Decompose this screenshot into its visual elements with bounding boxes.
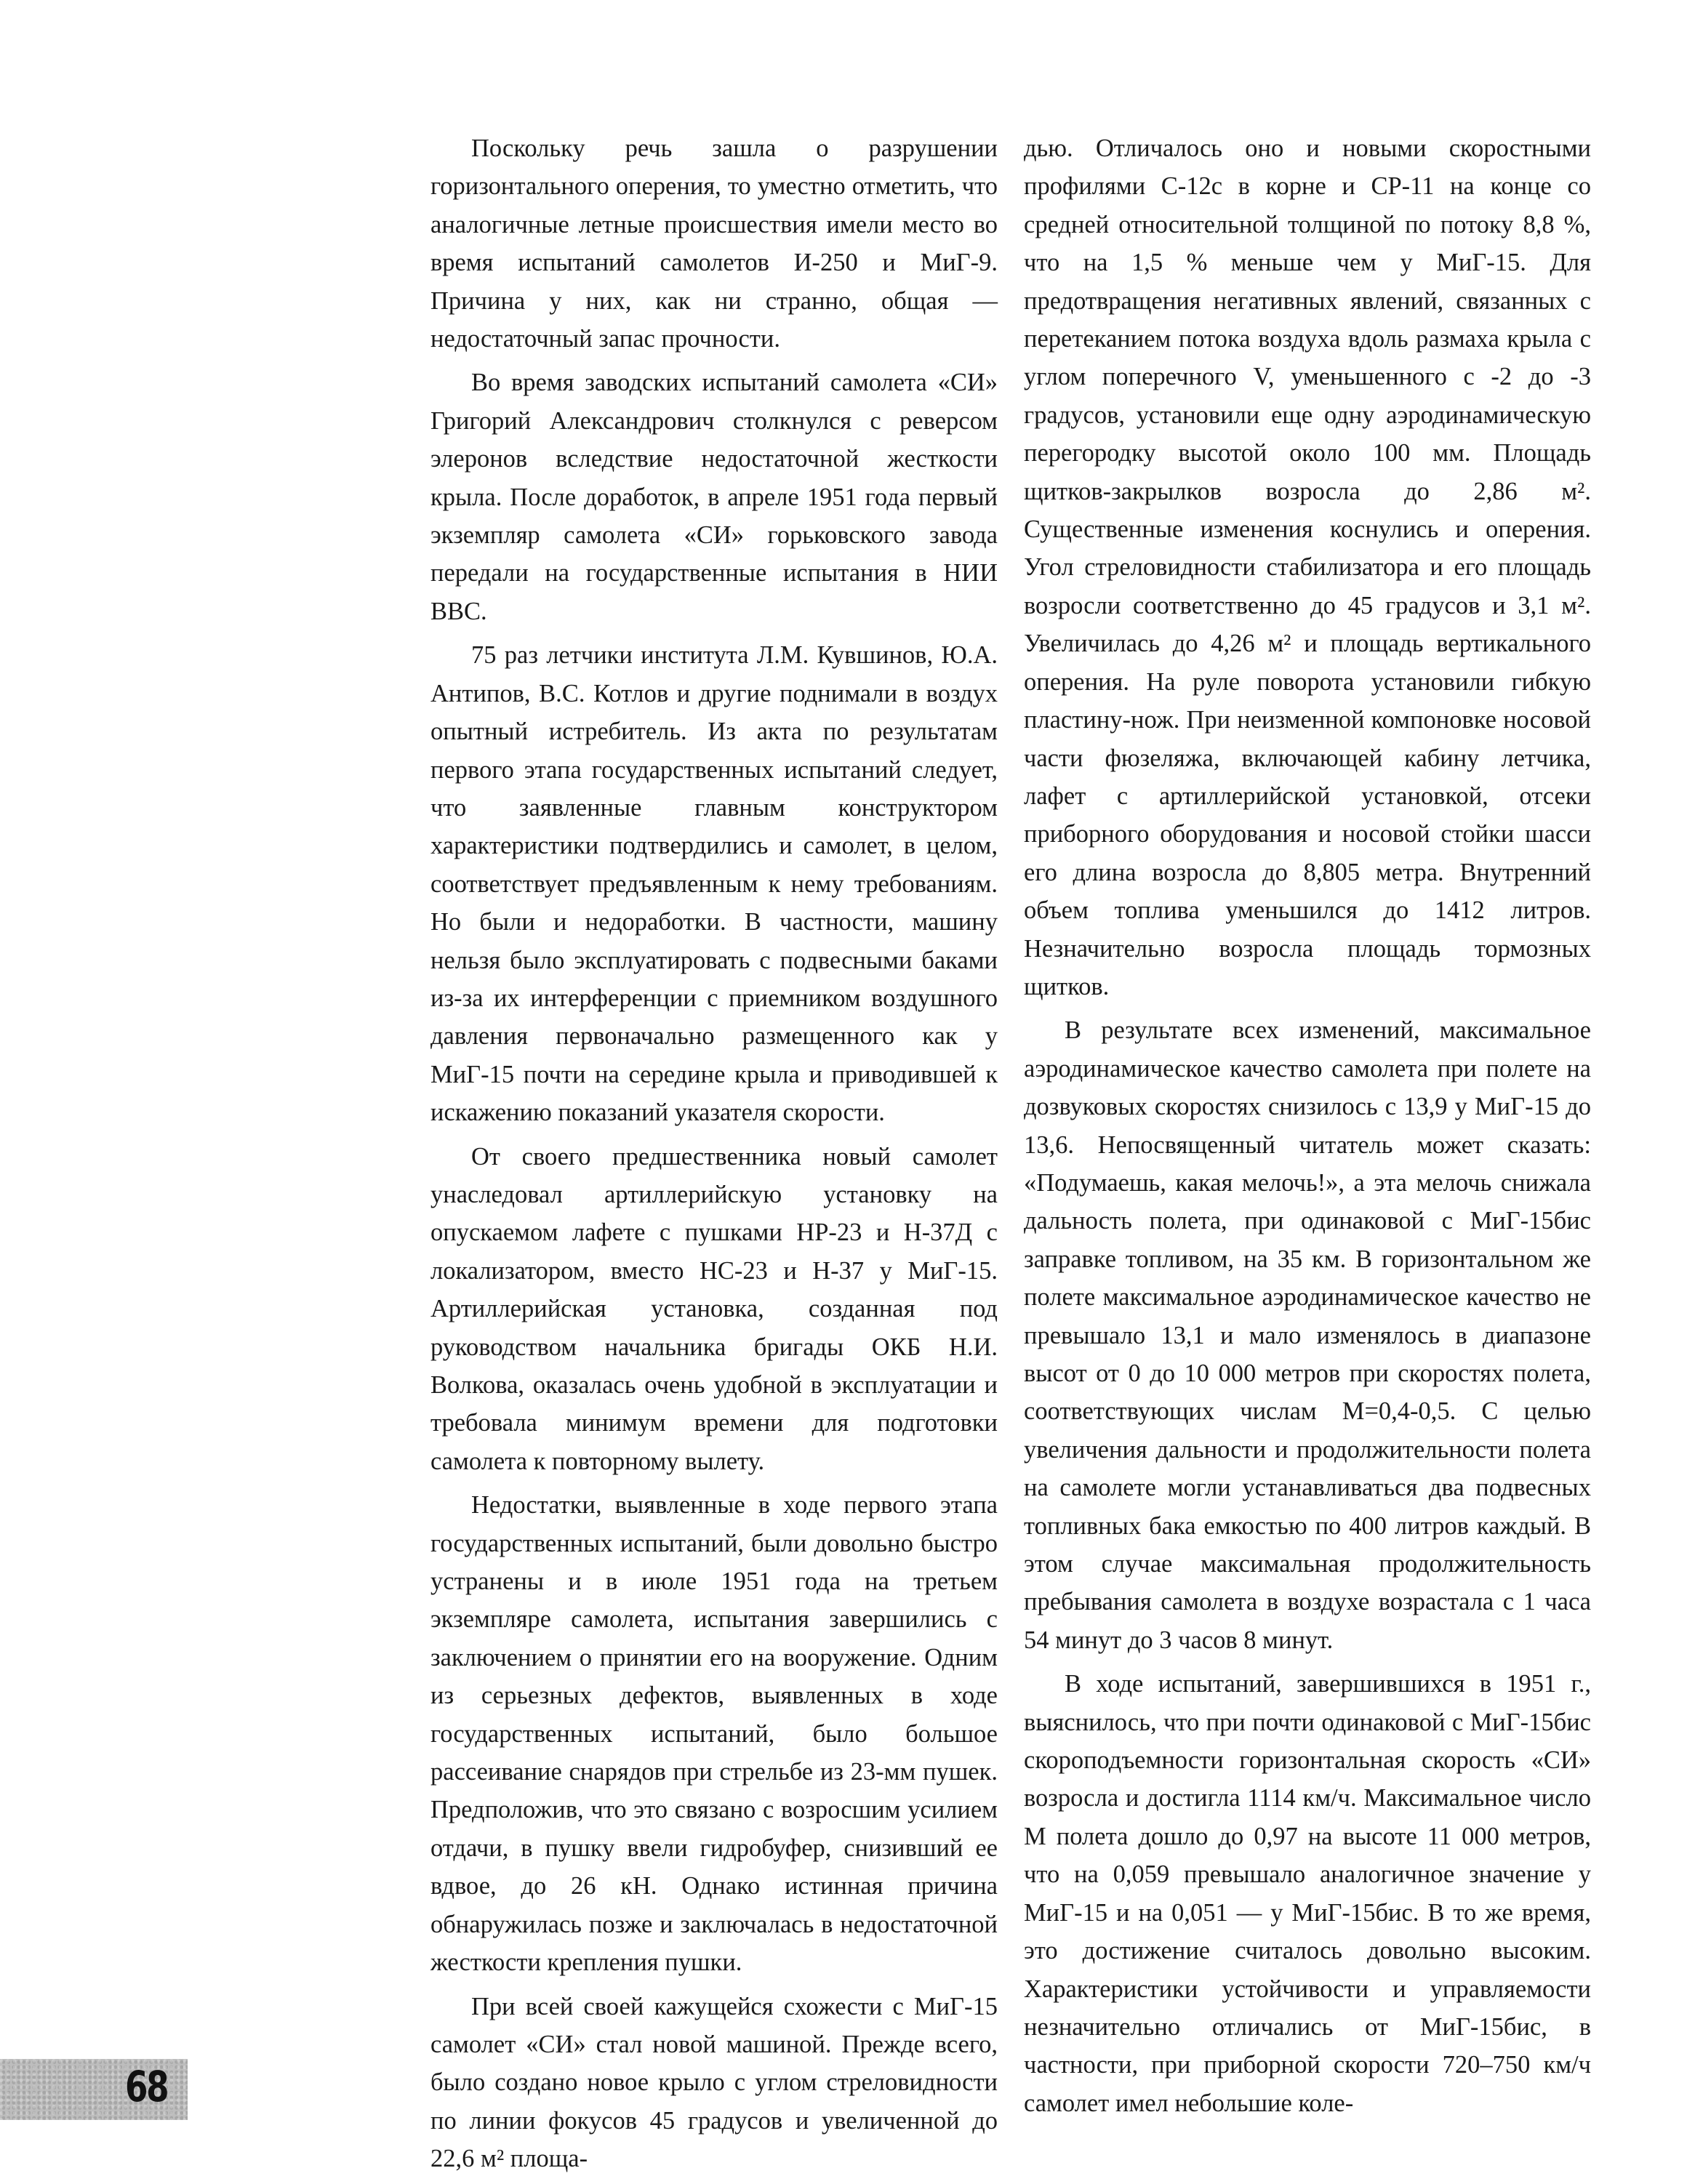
- paragraph: Во время заводских испытаний самолета «СИ» Григорий Александрович столкнулся с реверсом элеронов вследствие недостаточной жесткости крыла. После доработок, в апреле 1951 года первый экземпляр самолета «СИ» горьковского завода передали на государственные испытания в НИИ ВВС.: [430, 369, 998, 625]
- paragraph-continued: дью. Отличалось оно и новыми скоростными профилями С-12с в корне и СР-11 на конце со средней относительной толщиной по потоку 8,8 %, что на 1,5 % меньше чем у МиГ-15. Для предотвращения негативных явлений, связанных с перетеканием потока воздуха вдоль размаха крыла с углом поперечного V, уменьшенного с -2 до -3 градусов, установили еще одну аэродинамическую перегородку высотой около 100 мм. Площадь щитков-закрылков возросла до 2,86 м². Существенные изменения коснулись и оперения. Угол стреловидности стабилизатора и его площадь возросли соответственно до 45 градусов и 3,1 м². Увеличилась до 4,26 м² и площадь вертикального оперения. На руле поворота установили гибкую пластину-нож. При неизменной компоновке носовой части фюзеляжа, включающей кабину летчика, лафет с артиллерийской установкой, отсеки приборного оборудования и носовой стойки шасси его длина возросла до 8,805 метра. Внутренний объем топлива уменьшился до 1412 литров. Незначительно возросла площадь тормозных щитков.: [1024, 135, 1591, 1000]
- paragraph: В результате всех изменений, максимальное аэродинамическое качество самолета при полете на дозвуковых скоростях снизилось с 13,9 у МиГ-15 до 13,6. Непосвященный читатель может сказать: «Подумаешь, какая мелочь!», а эта мелочь снижала дальность полета, при одинаковой с МиГ-15бис заправке топливом, на 35 км. В горизонтальном же полете максимальное аэродинамическое качество не превышало 13,1 и мало изменялось в диапазоне высот от 0 до 10 000 метров при скоростях полета, соответствующих числам М=0,4-0,5. С целью увеличения дальности и продолжительности полета на самолете могли устанавливаться два подвесных топливных бака емкостью по 400 литров каждый. В этом случае максимальная продолжительность пребывания самолета в воздухе возрастала с 1 часа 54 минут до 3 часов 8 минут.: [1024, 1016, 1591, 1654]
- page-number: 68: [125, 2062, 168, 2111]
- paragraph: В ходе испытаний, завершившихся в 1951 г., выяснилось, что при почти одинаковой с МиГ-15бис скороподъемности горизонтальная скорость «СИ» возросла и достигла 1114 км/ч. Максимальное число М полета дошло до 0,97 на высоте 11 000 метров, что на 0,059 превышало аналогичное значение у МиГ-15 и на 0,051 — у МиГ-15бис. В то же время, это достижение считалось довольно высоким. Характеристики устойчивости и управляемости незначительно отличались от МиГ-15бис, в частности, при приборной скорости 720–750 км/ч самолет имел небольшие коле-: [1024, 1670, 1591, 2117]
- left-text-column: [430, 129, 998, 2184]
- paragraph: Поскольку речь зашла о разрушении горизонтального оперения, то уместно отметить, что аналогичные летные происшествия имели место во время испытаний самолетов И-250 и МиГ-9. Причина у них, как ни странно, общая — недостаточный запас прочности.: [430, 135, 998, 353]
- paragraph: При всей своей кажущейся схожести с МиГ-15 самолет «СИ» стал новой машиной. Прежде всего, было создано новое крыло с углом стреловидности по линии фокусов 45 градусов и увеличенной до 22,6 м² площа-: [430, 1992, 998, 2173]
- paragraph: 75 раз летчики института Л.М. Кувшинов, Ю.А. Антипов, В.С. Котлов и другие поднимали в воздух опытный истребитель. Из акта по результатам первого этапа государственных испытаний следует, что заявленные главным конструктором характеристики подтвердились и самолет, в целом, соответствует предъявленным к нему требованиям. Но были и недоработки. В частности, машину нельзя было эксплуатировать с подвесными баками из-за их интерференции с приемником воздушного давления первоначально размещенного как у МиГ-15 почти на середине крыла и приводившей к искажению показаний указателя скорости.: [430, 641, 998, 1127]
- paragraph: От своего предшественника новый самолет унаследовал артиллерийскую установку на опускаемом лафете с пушками НР-23 и Н-37Д с локализатором, вместо НС-23 и Н-37 у МиГ-15. Артиллерийская установка, созданная под руководством начальника бригады ОКБ Н.И. Волкова, оказалась очень удобной в эксплуатации и требовала минимум времени для подготовки самолета к повторному вылету.: [430, 1142, 998, 1475]
- paragraph: Недостатки, выявленные в ходе первого этапа государственных испытаний, были довольно быстро устранены и в июле 1951 года на третьем экземпляре самолета, испытания завершились с заключением о принятии его на вооружение. Одним из серьезных дефектов, выявленных в ходе государственных испытаний, было большое рассеивание снарядов при стрельбе из 23-мм пушек. Предположив, что это связано с возросшим усилием отдачи, в пушку ввели гидробуфер, снизивший ее вдвое, до 26 кН. Однако истинная причина обнаружилась позже и заключалась в недостаточной жесткости крепления пушки.: [430, 1491, 998, 1977]
- right-text-column: [1024, 129, 1591, 2128]
